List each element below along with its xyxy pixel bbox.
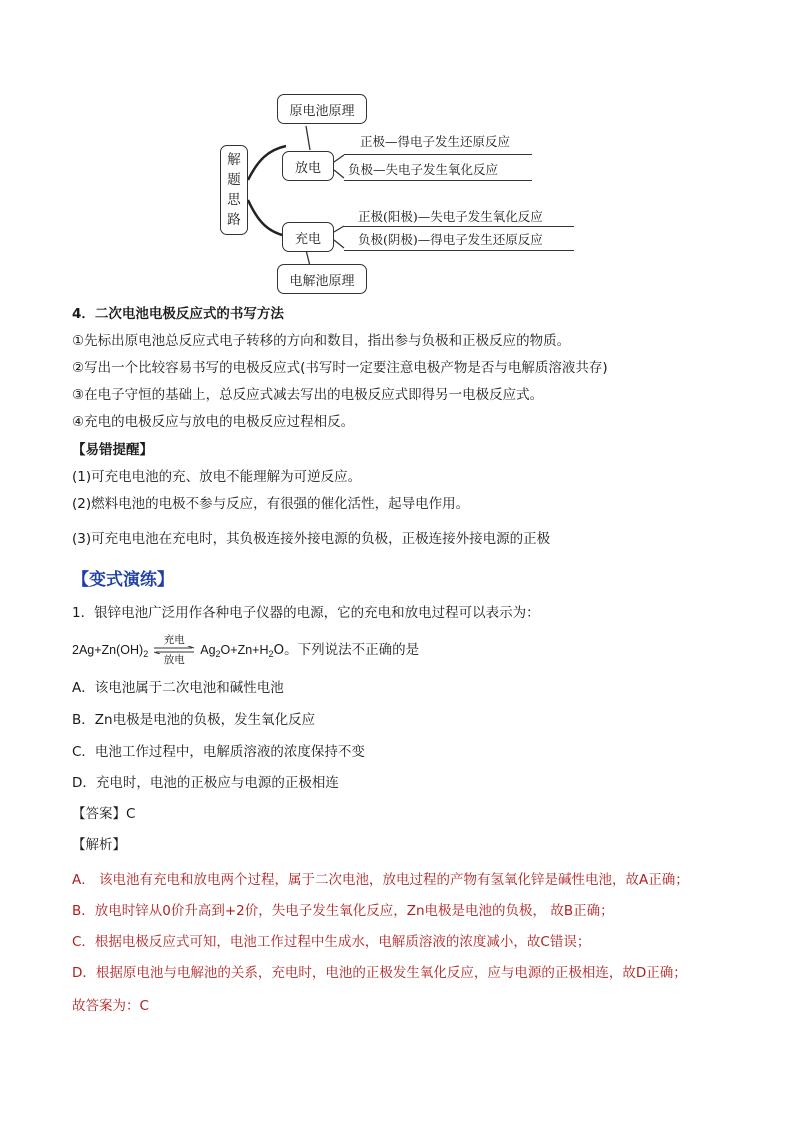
diagram-center-box — [220, 145, 248, 235]
box-galvanic-label: 原电池原理 — [289, 103, 355, 119]
section4-item: ②写出一个比较容易书写的电极反应式(书写时一定要注意电极产物是否与电解质溶液共存) — [72, 360, 608, 376]
warning-item: (1)可充电电池的充、放电不能理解为可逆反应。 — [72, 469, 362, 485]
diagram-connectors — [0, 0, 794, 300]
final-answer: 故答案为：C — [72, 998, 149, 1014]
box-galvanic-principle — [277, 94, 367, 124]
box-charge — [282, 222, 334, 252]
eq-arrow-bottom: 放电 — [163, 654, 185, 666]
eq-right-a: Ag — [200, 643, 216, 657]
answer: 【答案】C — [72, 806, 136, 822]
discharge-negative-text: 负极—失电子发生氧化反应 — [348, 162, 499, 177]
section4-item: ④充电的电极反应与放电的电极反应过程相反。 — [72, 414, 355, 430]
rule-line — [344, 250, 574, 251]
rule-line — [344, 180, 532, 181]
box-discharge-label: 放电 — [294, 160, 321, 176]
eq-right-c: O。下列说法不正确的是 — [273, 642, 420, 658]
reaction-equation — [72, 634, 419, 666]
analysis-title: 【解析】 — [72, 837, 126, 853]
section4-item: ③在电子守恒的基础上，总反应式减去写出的电极反应式即得另一电极反应式。 — [72, 387, 544, 403]
option-a: A．该电池属于二次电池和碱性电池 — [72, 680, 284, 696]
section4-item: ①先标出原电池总反应式电子转移的方向和数目，指出参与负极和正极反应的物质。 — [72, 333, 571, 349]
box-charge-label: 充电 — [294, 231, 321, 247]
center-char: 题 — [227, 172, 241, 188]
charge-positive-text: 正极(阳极)—失电子发生氧化反应 — [358, 209, 543, 224]
center-char: 思 — [227, 192, 241, 208]
option-b: B．Zn电极是电池的负极，发生氧化反应 — [72, 712, 316, 728]
center-char: 解 — [227, 152, 241, 168]
option-d: D．充电时，电池的正极应与电源的正极相连 — [72, 775, 339, 791]
eq-arrow-top: 充电 — [163, 634, 185, 646]
reversible-arrow-icon — [152, 646, 196, 654]
warning-title: 【易错提醒】 — [72, 442, 153, 458]
center-char: 路 — [227, 212, 241, 228]
warning-item: (2)燃料电池的电极不参与反应，有很强的催化活性，起导电作用。 — [72, 496, 470, 512]
section4-title: 4．二次电池电极反应式的书写方法 — [72, 306, 284, 322]
option-c: C．电池工作过程中，电解质溶液的浓度保持不变 — [72, 744, 365, 760]
warning-item: (3)可充电电池在充电时，其负极连接外接电源的负极，正极连接外接电源的正极 — [72, 531, 551, 547]
eq-left-sub: 2 — [143, 649, 149, 659]
box-electrolytic-principle — [277, 264, 367, 294]
analysis-line: C．根据电极反应式可知，电池工作过程中生成水，电解质溶液的浓度减小，故C错误； — [72, 934, 591, 950]
charge-negative-text: 负极(阴极)—得电子发生还原反应 — [358, 232, 543, 247]
analysis-line: B．放电时锌从0价升高到+2价，失电子发生氧化反应，Zn电极是电池的负极， 故B正确； — [72, 903, 614, 919]
eq-left: 2Ag+Zn(OH) — [72, 643, 144, 657]
box-electrolytic-label: 电解池原理 — [289, 273, 355, 289]
discharge-positive-text: 正极—得电子发生还原反应 — [360, 134, 511, 149]
analysis-line: D．根据原电池与电解池的关系，充电时，电池的正极发生氧化反应，应与电源的正极相连，故D正确； — [72, 965, 687, 981]
eq-arrow — [152, 634, 196, 666]
analysis-line: A． 该电池有充电和放电两个过程，属于二次电池，放电过程的产物有氢氧化锌是碱性电池，故A正确； — [72, 872, 689, 888]
eq-right-b: O+Zn+H — [220, 643, 269, 657]
eq-right-sub2: 2 — [268, 649, 274, 659]
eq-right-sub: 2 — [215, 649, 221, 659]
box-discharge — [282, 151, 334, 181]
rule-line — [344, 154, 532, 155]
rule-line — [344, 226, 574, 227]
practice-title: 【变式演练】 — [72, 570, 174, 590]
question-intro: 1．银锌电池广泛用作各种电子仪器的电源，它的充电和放电过程可以表示为： — [72, 605, 540, 621]
